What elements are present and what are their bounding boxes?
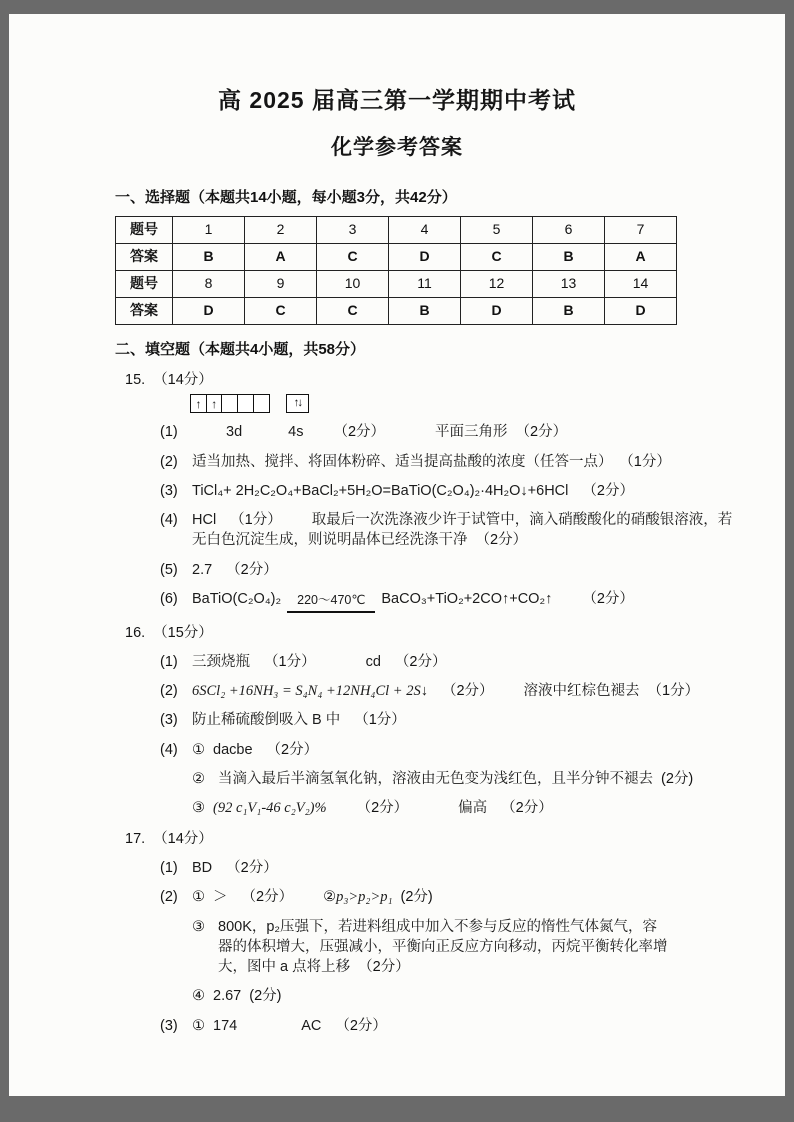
q17-part3-number: (3) [160, 1017, 178, 1034]
question-15 [115, 370, 741, 613]
q15-part3-number: (3) [160, 482, 178, 499]
answer-cell: D [605, 298, 677, 325]
answer-cell: 7 [605, 217, 677, 244]
answer-cell: C [245, 298, 317, 325]
q17-part2-sub4-text [192, 986, 745, 1006]
q17-part2-sub4-score: (2分) [249, 988, 282, 1005]
q17-part2-sub4 [160, 986, 745, 1006]
q15-part6-reactant: BaTiO(C₂O₄)₂ [192, 591, 282, 608]
q17-header [125, 829, 741, 849]
q17-part3 [160, 1016, 745, 1036]
q15-part4-number: (4) [160, 512, 178, 529]
row-label-cell: 答案 [116, 298, 173, 325]
indent-spacer [160, 986, 192, 1006]
q16-part2 [160, 681, 745, 701]
q17-part1 [160, 858, 745, 878]
q16-part4-sub2-score: (2分) [661, 771, 694, 788]
q15-part2-answer: 适当加热、搅拌、将固体粉碎、适当提高盐酸的浓度（任答一点） [192, 453, 613, 470]
q15-part6-score: （2分） [582, 591, 634, 608]
q16-score: （15分） [153, 624, 213, 641]
orbital-4s-label: 4s [288, 424, 304, 441]
q16-part4-sub3-text [192, 798, 745, 818]
q17-part2-number: (2) [160, 889, 178, 906]
q15-part4 [160, 510, 745, 551]
answer-cell: D [173, 298, 245, 325]
q17-part3-score2: （2分） [335, 1017, 387, 1034]
q16-part4-sub3-answer: (92 c₁V₁-46 c₂V₂)% [213, 800, 327, 817]
orbital-diagram [190, 394, 745, 413]
q16-part4-sub1-score: （2分） [266, 741, 319, 758]
q16-part2-answer2: 溶液中红棕色褪去 [523, 683, 640, 700]
q16-part4-sub2-text [192, 769, 745, 789]
q15-score: （14分） [153, 372, 213, 388]
q15-part3-text [192, 481, 745, 501]
q17-part2-sub1-answer: ＞ [213, 889, 228, 906]
answer-cell: 14 [605, 271, 677, 298]
answer-cell: 6 [533, 217, 605, 244]
answer-cell: B [389, 298, 461, 325]
q15-part5-text [192, 560, 745, 580]
answer-cell: C [317, 244, 389, 271]
answer-key-subtitle: 化学参考答案 [331, 136, 463, 159]
answer-cell: 3 [317, 217, 389, 244]
q15-part4-answer1: HCl [192, 512, 217, 529]
q17-part2-sub12 [160, 887, 745, 907]
q15-part6 [160, 589, 745, 613]
q16-part4-sub2 [160, 769, 745, 789]
q17-part2-sub3-row [192, 917, 745, 978]
answer-cell: 5 [461, 217, 533, 244]
q15-part4-score1: （1分） [230, 512, 282, 529]
row-label-cell: 答案 [116, 244, 173, 271]
q15-part1 [160, 422, 745, 442]
answer-cell: 2 [245, 217, 317, 244]
section-fill-heading: 二、填空题（本题共4小题，共58分） [115, 341, 366, 358]
q17-part2-sub3-wrap [218, 917, 670, 978]
q16-part1-answer1: 三颈烧瓶 [192, 653, 250, 670]
question-16 [115, 623, 741, 819]
q15-part3-equation: TiCl₄+ 2H₂C₂O₄+BaCl₂+5H₂O=BaTiO(C₂O₄)₂·4H₂O↓+6HCl [192, 482, 569, 499]
q16-part1-number: (1) [160, 653, 178, 670]
answer-cell: 12 [461, 271, 533, 298]
reaction-condition-arrow: 220～470℃ [287, 592, 375, 613]
q16-part2-equation: 6SCl₂ +16NH₃ = S₄N₄ +12NH₄Cl + 2S↓ [192, 683, 428, 700]
q16-part4-number: (4) [160, 741, 178, 758]
answer-cell: A [245, 244, 317, 271]
q16-part4-sub1-answer: dacbe [213, 741, 253, 758]
q15-part4-score2: （2分） [475, 532, 528, 549]
orbital-box [221, 394, 238, 413]
q15-part5-score: （2分） [226, 561, 278, 578]
orbital-3d-boxes [190, 394, 270, 413]
orbital-box: ↑↓ [286, 394, 309, 413]
q17-part2-sub1-score: （2分） [241, 889, 294, 906]
q17-part3-text [192, 1016, 745, 1036]
table-row [116, 298, 677, 325]
table-row [116, 271, 677, 298]
q15-part4-text [192, 510, 745, 551]
q16-part3-text [192, 710, 745, 730]
q17-part3-answer2: AC [301, 1017, 322, 1034]
answer-cell: B [173, 244, 245, 271]
q16-part1-score1: （1分） [264, 653, 316, 670]
answer-cell: C [461, 244, 533, 271]
q17-part2-sub3-text [192, 917, 745, 978]
choice-answer-table [115, 216, 677, 325]
q17-part1-score: （2分） [226, 859, 278, 876]
q16-part2-text [192, 681, 745, 701]
q15-part1-score1: （2分） [333, 424, 386, 441]
answer-cell: 4 [389, 217, 461, 244]
table-row [116, 244, 677, 271]
q16-part1-answer2: cd [365, 653, 381, 670]
q17-part3-sub1-mark: ① [192, 1017, 205, 1034]
answer-cell: 10 [317, 271, 389, 298]
indent-spacer [160, 769, 192, 789]
q17-part2-sub4-mark: ④ [192, 988, 205, 1005]
q15-part1-number: (1) [160, 424, 178, 441]
orbital-4s-box [286, 394, 309, 413]
q17-part3-answer1: 174 [213, 1017, 238, 1034]
q17-part2-sub3-mark: ③ [192, 918, 205, 935]
q16-header [125, 623, 741, 643]
q16-part3-score: （1分） [354, 712, 406, 729]
table-row [116, 217, 677, 244]
q16-body [160, 652, 745, 819]
q16-part4-sub3-score1: （2分） [356, 800, 409, 817]
orbital-3d-label: 3d [226, 424, 243, 441]
q16-part4-sub2-answer: 当滴入最后半滴氢氧化钠，溶液由无色变为浅红色，且半分钟不褪去 [218, 771, 653, 788]
orbital-box [237, 394, 254, 413]
q16-number: 16. [125, 624, 146, 641]
q16-part4-sub2-mark: ② [192, 771, 205, 788]
q17-score: （14分） [153, 830, 213, 847]
q17-part2-sub4-answer: 2.67 [213, 988, 242, 1005]
q16-part4-sub3-answer2: 偏高 [458, 800, 488, 817]
answer-cell: 8 [173, 271, 245, 298]
q15-part2-text [192, 452, 745, 472]
q15-part1-score2: （2分） [515, 424, 568, 441]
q15-part3 [160, 481, 745, 501]
answer-cell: B [533, 298, 605, 325]
q15-part1-text [192, 422, 745, 442]
q17-part1-answer: BD [192, 859, 213, 876]
q15-part5-answer: 2.7 [192, 561, 213, 578]
answer-cell: 9 [245, 271, 317, 298]
answer-cell: D [389, 244, 461, 271]
answer-cell: 13 [533, 271, 605, 298]
q17-part2-sub2-answer: p₃>p₂>p₁ [336, 889, 393, 906]
orbital-box [253, 394, 270, 413]
q16-part2-number: (2) [160, 683, 178, 700]
q17-part2-sub3-score: （2分） [358, 959, 410, 976]
q15-part6-number: (6) [160, 591, 178, 608]
q15-body [160, 394, 745, 612]
q15-number: 15. [125, 372, 146, 388]
q15-header [125, 370, 741, 390]
q17-part2-sub2-mark: ② [323, 889, 337, 906]
q16-part4-sub3 [160, 798, 745, 818]
q15-part4-answer2: 取最后一次洗涤液少许于试管中，滴入硝酸酸化的硝酸银溶液，若无白色沉淀生成，则说明晶体已经洗涤干净 [192, 512, 733, 549]
row-label-cell: 题号 [116, 217, 173, 244]
q15-part2-number: (2) [160, 453, 178, 470]
q16-part4-sub3-mark: ③ [192, 800, 205, 817]
q15-part1-answer2: 平面三角形 [435, 424, 508, 441]
q16-part4-sub1 [160, 740, 745, 760]
q15-part3-score: （2分） [582, 482, 634, 499]
answer-cell: D [461, 298, 533, 325]
q15-part6-text [192, 589, 745, 613]
q17-part1-number: (1) [160, 859, 178, 876]
answer-cell: 1 [173, 217, 245, 244]
orbital-box: ↑ [206, 394, 223, 413]
q17-part2-sub3 [160, 917, 745, 978]
q16-part3-answer: 防止稀硫酸倒吸入 B 中 [192, 712, 341, 729]
q17-part2-sub3-answer: 800K，p₂压强下，若进料组成中加入不参与反应的惰性气体氮气，容器的体积增大，压强减小，平衡向正反应方向移动，丙烷平衡转化率增大，图中 a 点将上移 [218, 918, 668, 976]
question-17 [115, 829, 741, 1036]
answer-cell: A [605, 244, 677, 271]
q16-part1 [160, 652, 745, 672]
q15-part5-number: (5) [160, 561, 178, 578]
q15-part2 [160, 452, 745, 472]
q17-part1-text [192, 858, 745, 878]
orbital-box: ↑ [190, 394, 207, 413]
q17-part2-sub12-text [192, 887, 745, 907]
q17-number: 17. [125, 830, 146, 847]
q16-part4-sub2-wrap [218, 769, 745, 789]
answer-sheet-page [9, 14, 785, 1096]
section-choice-heading: 一、选择题（本题共14小题，每小题3分，共42分） [115, 189, 457, 206]
q15-part6-products: BaCO₃+TiO₂+2CO↑+CO₂↑ [381, 591, 553, 608]
indent-spacer [160, 917, 192, 978]
q17-part2-sub1-mark: ① [192, 889, 205, 906]
q15-part2-score: （1分） [626, 453, 671, 470]
indent-spacer [160, 798, 192, 818]
q16-part3 [160, 710, 745, 730]
answer-cell: C [317, 298, 389, 325]
row-label-cell: 题号 [116, 271, 173, 298]
q16-part4-sub2-row [192, 769, 745, 789]
answer-cell: B [533, 244, 605, 271]
q15-part5 [160, 560, 745, 580]
page-content [9, 161, 785, 1036]
q16-part4-sub1-mark: ① [192, 741, 205, 758]
q16-part1-text [192, 652, 745, 672]
q16-part2-score2: （1分） [647, 683, 700, 700]
exam-title: 高 2025 届高三第一学期期中考试 [218, 87, 576, 113]
q16-part4-sub1-text [192, 740, 745, 760]
q17-part2-sub2-score: (2分) [400, 889, 433, 906]
q16-part2-score1: （2分） [441, 683, 494, 700]
answer-cell: 11 [389, 271, 461, 298]
q17-body [160, 858, 745, 1036]
q16-part1-score2: （2分） [394, 653, 447, 670]
q16-part4-sub3-score2: （2分） [501, 800, 553, 817]
q16-part3-number: (3) [160, 712, 178, 729]
